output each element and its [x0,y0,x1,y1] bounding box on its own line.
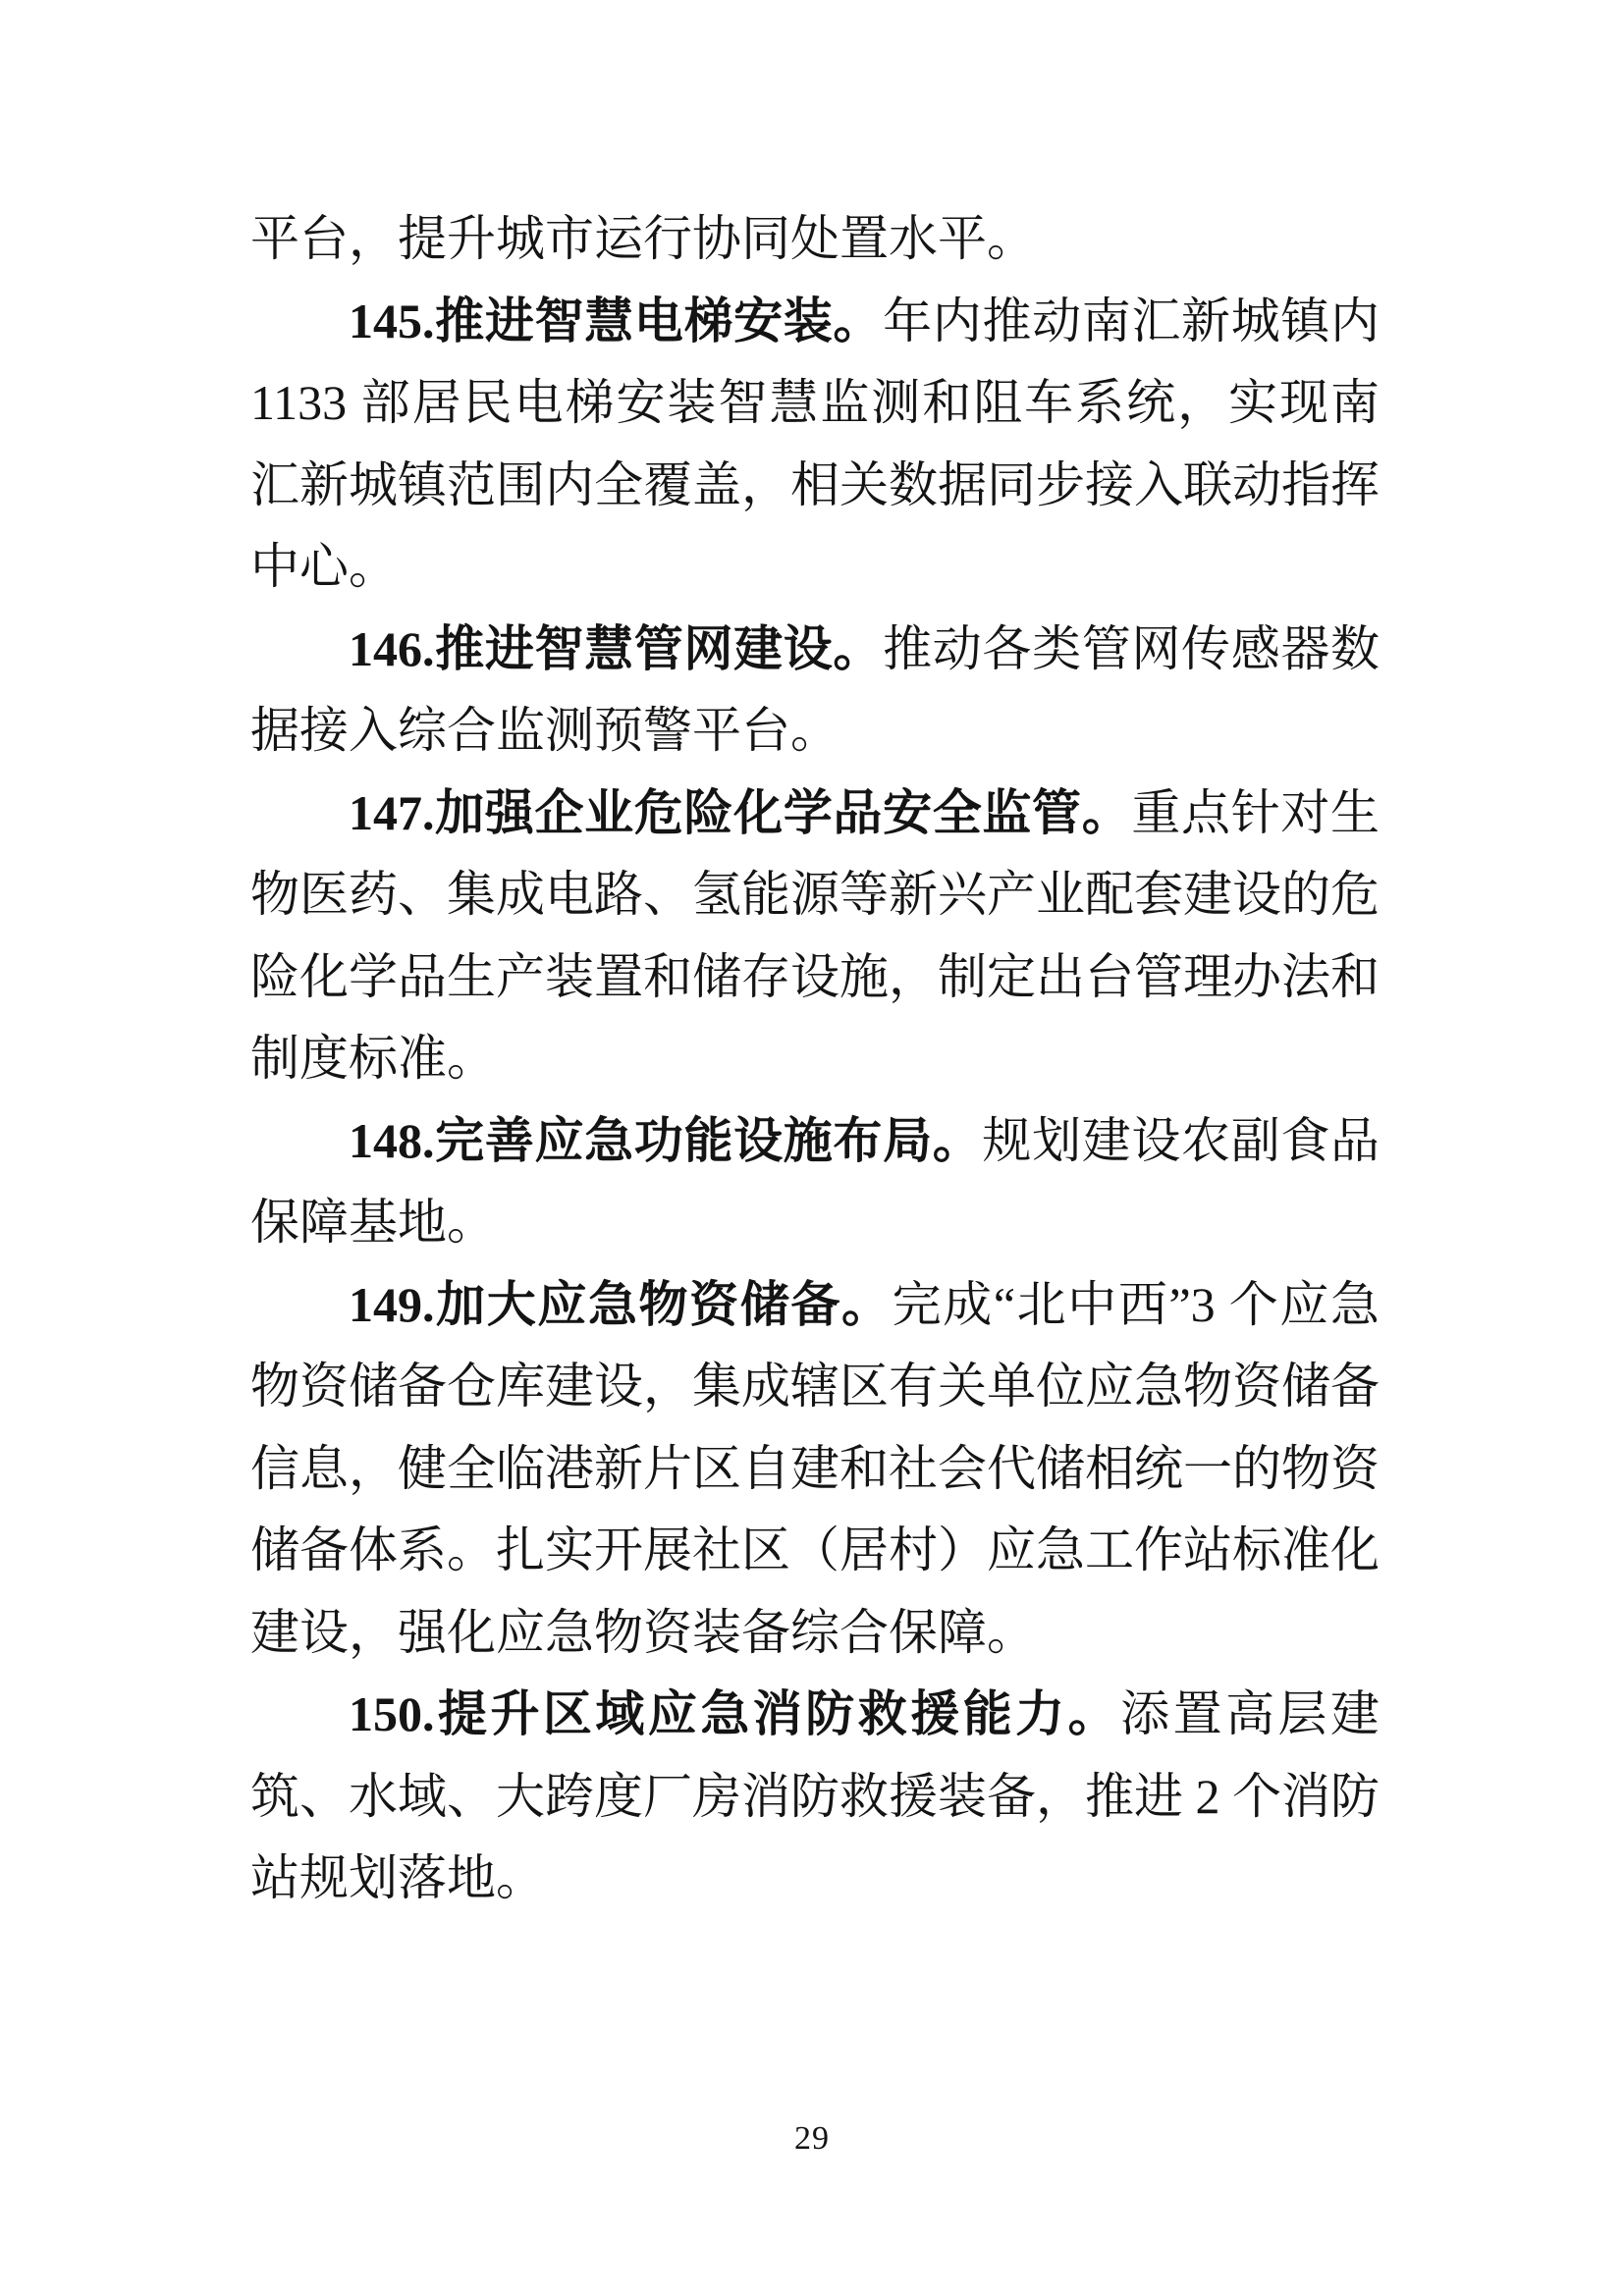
item-heading-148: 148.完善应急功能设施布局。 [349,1112,983,1168]
item-heading-150: 150.提升区域应急消防救援能力。 [349,1686,1121,1741]
paragraph-item-150 [250,1674,1380,1920]
item-heading-146: 146.推进智慧管网建设。 [349,620,884,676]
item-heading-149: 149.加大应急物资储备。 [349,1276,893,1332]
paragraph-item-147 [250,773,1380,1100]
paragraph-body: 平台，提升城市运行协同处置水平。 [250,211,1036,266]
paragraph-body: 年内推动南汇新城镇内 1133 部居民电梯安装智慧监测和阻车系统，实现南汇新城镇范围内全覆盖，相关数据同步接入联动指挥中心。 [250,293,1380,594]
paragraph-item-148 [250,1100,1380,1264]
paragraph-body: 重点针对生物医药、集成电路、氢能源等新兴产业配套建设的危险化学品生产装置和储存设施，制定出台管理办法和制度标准。 [250,784,1380,1086]
paragraph-body: 规划建设农副食品保障基地。 [250,1112,1380,1250]
paragraph-continuation [250,198,1380,281]
item-heading-147: 147.加强企业危险化学品安全监管。 [349,784,1132,840]
item-heading-145: 145.推进智慧电梯安装。 [349,293,884,348]
paragraph-item-145 [250,281,1380,609]
paragraph-body: 推动各类管网传感器数据接入综合监测预警平台。 [250,620,1380,758]
paragraph-item-146 [250,609,1380,773]
paragraph-body: 完成“北中西”3 个应急物资储备仓库建设，集成辖区有关单位应急物资储备信息，健全临港新片区自建和社会代储相统一的物资储备体系。扎实开展社区（居村）应急工作站标准化建设，强化应急物资装备综合保障。 [250,1276,1380,1660]
page-number: 29 [794,2120,830,2157]
document-text-block [250,198,1380,1920]
paragraph-item-149 [250,1264,1380,1675]
paragraph-body: 添置高层建筑、水域、大跨度厂房消防救援装备，推进 2 个消防站规划落地。 [250,1686,1380,1905]
